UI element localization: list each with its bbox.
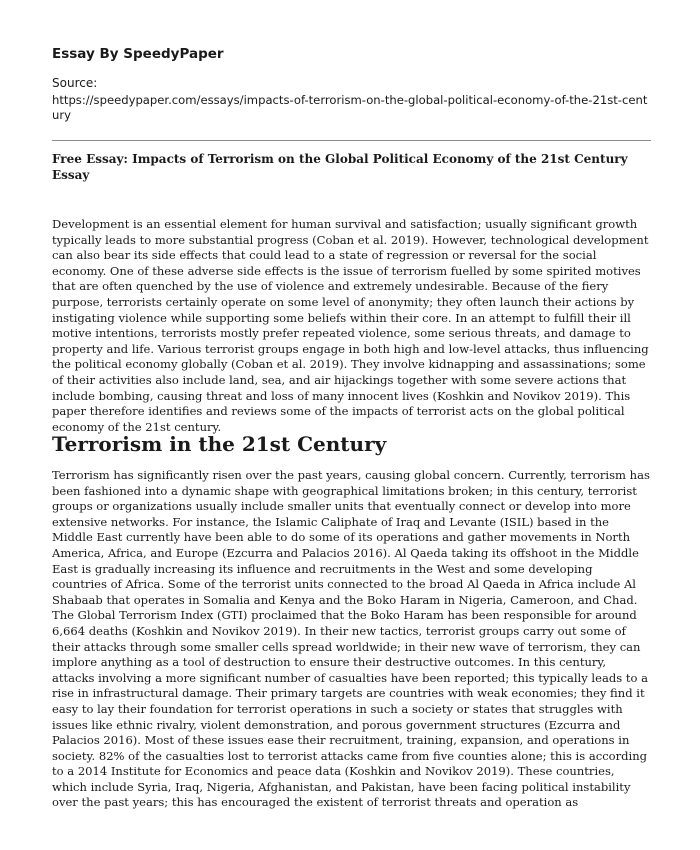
essay-title: Free Essay: Impacts of Terrorism on the Global Political Economy of the 21st Century Essay bbox=[52, 152, 628, 182]
intro-paragraph: Development is an essential element for human survival and satisfaction; usually significant growth typically leads to more substantial progress (Coban et al. 2019). However, technological development can also bear its side effects that could lead to a state of regression or reversal for the social economy. One of these adverse side effects is the issue of terrorism fuelled by some spirited motives that are often quenched by the use of violence and extremely undesirable. Because of the fiery purpose, terrorists certainly operate on some level of anonymity; they often launch their actions by instigating violence while supporting some beliefs within their core. In an attempt to fulfill their ill motive intentions, terrorists mostly prefer repeated violence, some serious threats, and damage to property and life. Various terrorist groups engage in both high and low-level attacks, thus influencing the political economy globally (Coban et al. 2019). They involve kidnapping and assassinations; some of their activities also include land, sea, and air hijackings together with some severe actions that include bombing, causing threat and loss of many innocent lives (Koshkin and Novikov 2019). This paper therefore identifies and reviews some of the impacts of terrorist acts on the global political economy of the 21st century. bbox=[52, 217, 649, 434]
brand-title: Essay By SpeedyPaper bbox=[52, 46, 224, 62]
section-heading: Terrorism in the 21st Century bbox=[52, 432, 387, 456]
section-paragraph: Terrorism has significantly risen over the past years, causing global concern. Currently, terrorism has been fashioned into a dynamic shape with geographical limitations broken; in this century, terrorist groups or organizations usually include smaller units that eventually connect or develop into more extensive networks. For instance, the Islamic Caliphate of Iraq and Levante (ISIL) based in the Middle East currently have been able to do some of its operations and gather movements in North America, Africa, and Europe (Ezcurra and Palacios 2016). Al Qaeda taking its offshoot in the Middle East is gradually increasing its influence and recruitments in the West and some developing countries of Africa. Some of the terrorist units connected to the broad Al Qaeda in Africa include Al Shabaab that operates in Somalia and Kenya and the Boko Haram in Nigeria, Cameroon, and Chad. The Global Terrorism Index (GTI) proclaimed that the Boko Haram has been responsible for around 6,664 deaths (Koshkin and Novikov 2019). In their new tactics, terrorist groups carry out some of their attacks through some smaller cells spread worldwide; in their new wave of terrorism, they can implore anything as a tool of destruction to ensure their destructive outcomes. In this century, attacks involving a more significant number of casualties have been reported; this typically leads to a rise in infrastructural damage. Their primary targets are countries with weak economies; they find it easy to lay their foundation for terrorist operations in such a society or states that struggles with issues like ethnic rivalry, violent demonstration, and porous government structures (Ezcurra and Palacios 2016). Most of these issues ease their recruitment, training, expansion, and operations in society. 82% of the casualties lost to terrorist attacks came from five counties alone; this is according to a 2014 Institute for Economics and peace data (Koshkin and Novikov 2019). These countries, which include Syria, Iraq, Nigeria, Afghanistan, and Pakistan, have been facing political instability over the past years; this has encouraged the existent of terrorist threats and operation as bbox=[52, 468, 650, 810]
header-divider bbox=[52, 140, 651, 141]
source-label: Source: bbox=[52, 76, 98, 90]
source-url[interactable]: https://speedypaper.com/essays/impacts-of-terrorism-on-the-global-political-economy-of-the-21st-century bbox=[52, 93, 648, 122]
